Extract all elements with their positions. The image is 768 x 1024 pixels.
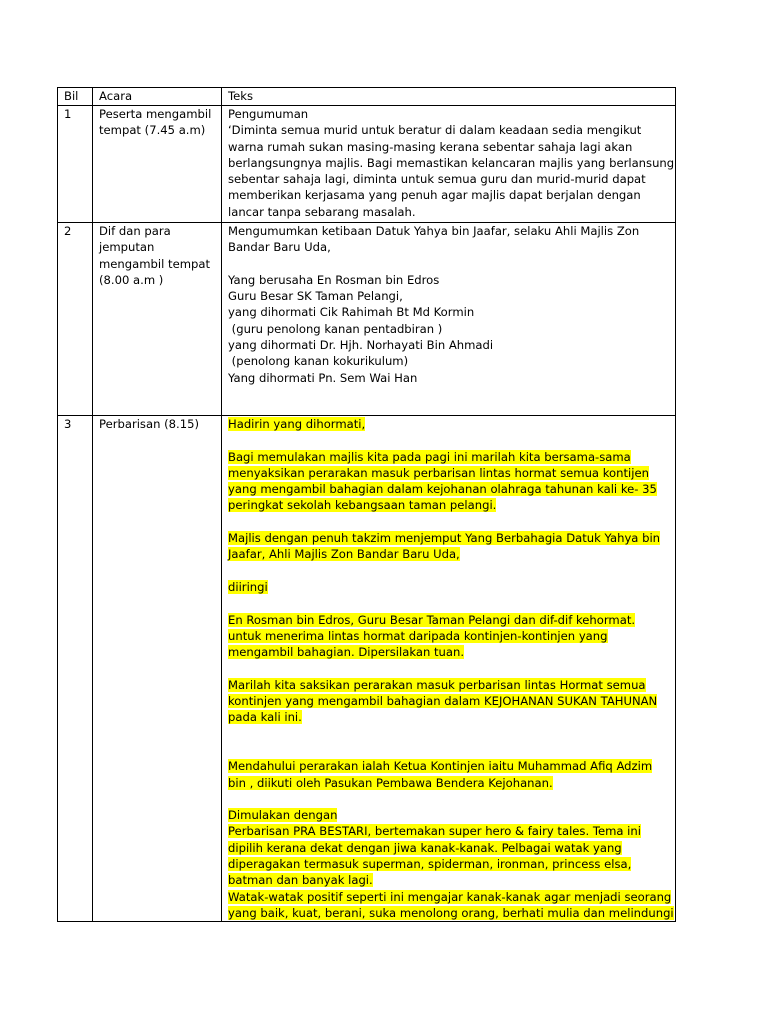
cell-bil: 2 (58, 223, 93, 416)
cell-teks (222, 106, 676, 223)
text: lancar tanpa sebarang masalah. (228, 204, 416, 219)
text-line (228, 644, 671, 660)
highlighted-text: Mendahului perarakan ialah Ketua Kontinjen iaitu Muhammad Afiq Adzim (228, 759, 653, 774)
text-line (228, 416, 671, 432)
text-line (228, 530, 671, 546)
program-table (57, 87, 676, 922)
cell-bil: 3 (58, 416, 93, 922)
text-line (228, 791, 671, 807)
text-line (228, 726, 671, 742)
highlighted-text: dipilih kerana dekat dengan jiwa kanak-kanak. Pelbagai watak yang (228, 840, 622, 855)
text-line (228, 106, 671, 122)
text-line (228, 155, 675, 171)
text-line (228, 595, 671, 611)
text-line (228, 709, 671, 725)
text: (8.00 a.m ) (99, 272, 164, 287)
text-line (228, 497, 671, 513)
text-line (228, 775, 671, 791)
text-line (228, 239, 671, 255)
text-line (99, 256, 217, 272)
highlighted-text: Jaafar, Ahli Majlis Zon Bandar Baru Uda, (228, 547, 460, 562)
text-line (228, 337, 671, 353)
text: Perbarisan (8.15) (99, 417, 199, 431)
text-line (228, 370, 671, 386)
text-line (228, 272, 671, 288)
text-line (228, 288, 671, 304)
cell-teks (222, 416, 676, 922)
text-line (228, 546, 671, 562)
highlighted-text: Watak-watak positif seperti ini mengajar kanak-kanak agar menjadi seorang (228, 889, 672, 904)
text-line (99, 272, 217, 288)
cell-acara (93, 223, 222, 416)
highlighted-text: En Rosman bin Edros, Guru Besar Taman Pelangi dan dif-dif kehormat. (228, 612, 636, 627)
text-line (99, 416, 217, 432)
text: Mengumumkan ketibaan Datuk Yahya bin Jaafar, selaku Ahli Majlis Zon (228, 224, 640, 238)
text-line (228, 304, 671, 320)
cell-acara (93, 416, 222, 922)
highlighted-text: diiringi (228, 579, 268, 594)
highlighted-text: kontinjen yang mengambil bahagian dalam KEJOHANAN SUKAN TAHUNAN (228, 694, 658, 709)
text: yang dihormati Dr. Hjh. Norhayati Bin Ahmadi (228, 338, 494, 353)
text-line (228, 758, 671, 774)
text-line (228, 628, 671, 644)
table-row (58, 223, 676, 416)
text-line (228, 514, 671, 530)
text: mengambil tempat (99, 256, 211, 271)
highlighted-text: Hadirin yang dihormati, (228, 417, 366, 431)
text-line (228, 872, 671, 888)
text-line (99, 122, 217, 138)
text: berlangsungnya majlis. Bagi memastikan kelancaran majlis yang berlansung (228, 155, 675, 170)
text-line (228, 204, 671, 220)
text-line (228, 742, 671, 758)
text-line (228, 481, 671, 497)
text-line (228, 807, 671, 823)
text-line (228, 563, 671, 579)
text: yang dihormati Cik Rahimah Bt Md Kormin (228, 305, 475, 320)
text: (penolong kanan kokurikulum) (228, 354, 409, 369)
text-line (228, 171, 671, 187)
text: tempat (7.45 a.m) (99, 123, 206, 138)
text-line (228, 432, 671, 448)
text-line (228, 321, 671, 337)
text: memberikan kerjasama yang penuh agar majlis dapat berjalan dengan (228, 188, 641, 203)
highlighted-text: Marilah kita saksikan perarakan masuk perbarisan lintas Hormat semua (228, 677, 646, 692)
table-row (58, 106, 676, 223)
text: Guru Besar SK Taman Pelangi, (228, 289, 403, 304)
text-line (99, 239, 217, 255)
cell-acara (93, 106, 222, 223)
text-line (228, 449, 671, 465)
cell-teks (222, 223, 676, 416)
text-line (228, 187, 671, 203)
text-line (228, 256, 671, 272)
text-line (228, 660, 671, 676)
text: (guru penolong kanan pentadbiran ) (228, 321, 443, 336)
highlighted-text: Majlis dengan penuh takzim menjemput Yang Berbahagia Datuk Yahya bin (228, 531, 661, 546)
text-line (99, 106, 217, 122)
text-line (228, 353, 671, 369)
highlighted-text: bin , diikuti oleh Pasukan Pembawa Bendera Kejohanan. (228, 775, 553, 790)
text: Pengumuman (228, 107, 309, 121)
highlighted-text: mengambil bahagian. Dipersilakan tuan. (228, 645, 465, 660)
highlighted-text: Bagi memulakan majlis kita pada pagi ini marilah kita bersama-sama (228, 449, 631, 464)
text-line (228, 223, 671, 239)
text: sebentar sahaja lagi, diminta untuk semua guru dan murid-murid dapat (228, 172, 646, 187)
text-line (228, 139, 671, 155)
highlighted-text: diperagakan termasuk superman, spiderman, ironman, princess elsa, (228, 857, 632, 872)
text: Dif dan para (99, 224, 171, 238)
text: jemputan (99, 240, 155, 255)
text-line (228, 823, 671, 839)
header-bil: Bil (58, 88, 93, 106)
text: Yang dihormati Pn. Sem Wai Han (228, 370, 418, 385)
cell-bil: 1 (58, 106, 93, 223)
text: warna rumah sukan masing-masing kerana sebentar sahaja lagi akan (228, 139, 633, 154)
text: Bandar Baru Uda, (228, 240, 331, 255)
highlighted-text: Dimulakan dengan (228, 808, 338, 823)
text-line (228, 677, 671, 693)
text-line (228, 579, 671, 595)
text-line (228, 905, 674, 921)
text-line (228, 856, 671, 872)
text-line (228, 122, 671, 138)
highlighted-text: yang mengambil bahagian dalam kejohanan olahraga tahunan kali ke- 35 (228, 482, 657, 497)
text: Yang berusaha En Rosman bin Edros (228, 272, 440, 287)
text-line (228, 465, 671, 481)
header-acara: Acara (93, 88, 222, 106)
text: Peserta mengambil (99, 107, 212, 121)
highlighted-text: Perbarisan PRA BESTARI, bertemakan super hero & fairy tales. Tema ini (228, 824, 641, 839)
highlighted-text: batman dan banyak lagi. (228, 873, 373, 888)
text-line (99, 223, 217, 239)
header-teks: Teks (222, 88, 676, 106)
text: ‘Diminta semua murid untuk beratur di dalam keadaan sedia mengikut (228, 123, 642, 138)
highlighted-text: menyaksikan perarakan masuk perbarisan lintas hormat semua kontijen (228, 465, 649, 480)
table-row (58, 416, 676, 922)
highlighted-text: yang baik, kuat, berani, suka menolong orang, berhati mulia dan melindungi (228, 905, 674, 920)
highlighted-text: untuk menerima lintas hormat daripada kontinjen-kontinjen yang (228, 628, 608, 643)
text-line (228, 693, 671, 709)
text-line (228, 889, 671, 905)
text-line (228, 840, 671, 856)
table-header-row (58, 88, 676, 106)
highlighted-text: peringkat sekolah kebangsaan taman pelangi. (228, 498, 497, 513)
highlighted-text: pada kali ini. (228, 710, 302, 725)
text-line (228, 612, 671, 628)
